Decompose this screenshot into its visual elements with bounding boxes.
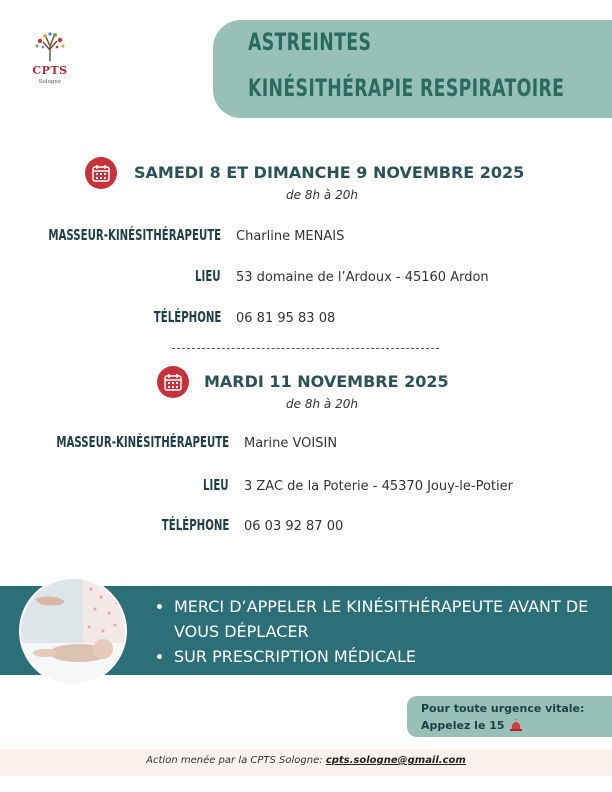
notice-item: • SUR PRESCRIPTION MÉDICALE xyxy=(174,644,604,669)
shift2-therapist-label: MASSEUR-KINÉSITHÉRAPEUTE xyxy=(56,433,229,451)
footer xyxy=(0,749,612,776)
shift2-place: 3 ZAC de la Poterie - 45370 Jouy-le-Potier xyxy=(244,479,513,494)
shift2-date: MARDI 11 NOVEMBRE 2025 xyxy=(204,372,449,391)
footer-email-link[interactable]: cpts.sologne@gmail.com xyxy=(325,755,466,766)
shift1-hours: de 8h à 20h xyxy=(286,188,358,202)
title-banner xyxy=(213,20,612,118)
shift2-phone-label: TÉLÉPHONE xyxy=(161,516,229,534)
shift1-place: 53 domaine de l’Ardoux - 45160 Ardon xyxy=(236,270,489,285)
baby-physio-illustration xyxy=(21,579,125,683)
notice-item: • MERCI D’APPELER LE KINÉSITHÉRAPEUTE AVANT DE VOUS DÉPLACER xyxy=(174,594,604,644)
logo-subtitle: Sologne xyxy=(38,79,62,85)
shift2-therapist: Marine VOISIN xyxy=(244,436,338,451)
shift1-phone: 06 81 95 83 08 xyxy=(236,311,336,326)
shift1-therapist-label: MASSEUR-KINÉSITHÉRAPEUTE xyxy=(48,226,221,244)
footer-label: Action menée par la CPTS Sologne: xyxy=(146,755,326,766)
separator xyxy=(172,348,439,349)
shift1-place-label: LIEU xyxy=(195,267,221,285)
calendar-icon xyxy=(157,366,189,398)
shift1-therapist: Charline MENAIS xyxy=(236,229,345,244)
cpts-logo xyxy=(24,30,76,88)
shift2-place-label: LIEU xyxy=(203,476,229,494)
shift2-hours: de 8h à 20h xyxy=(286,397,358,411)
baby-photo xyxy=(19,577,127,685)
urgent-box xyxy=(407,696,612,737)
urgent-line1: Pour toute urgence vitale: xyxy=(421,702,585,715)
footer-text xyxy=(0,755,612,766)
notice-list xyxy=(156,594,604,669)
page-title-line2: KINÉSITHÉRAPIE RESPIRATOIRE xyxy=(248,74,565,102)
shift2-phone: 06 03 92 87 00 xyxy=(244,519,344,534)
urgent-line2: Appelez le 15 xyxy=(421,719,505,732)
shift1-date: SAMEDI 8 ET DIMANCHE 9 NOVEMBRE 2025 xyxy=(134,163,525,182)
tree-logo-icon xyxy=(32,32,68,62)
shift1-phone-label: TÉLÉPHONE xyxy=(153,308,221,326)
logo-brand: CPTS xyxy=(32,64,68,77)
calendar-icon xyxy=(85,157,117,189)
siren-icon xyxy=(509,719,523,731)
page-title-line1: ASTREINTES xyxy=(248,28,372,56)
